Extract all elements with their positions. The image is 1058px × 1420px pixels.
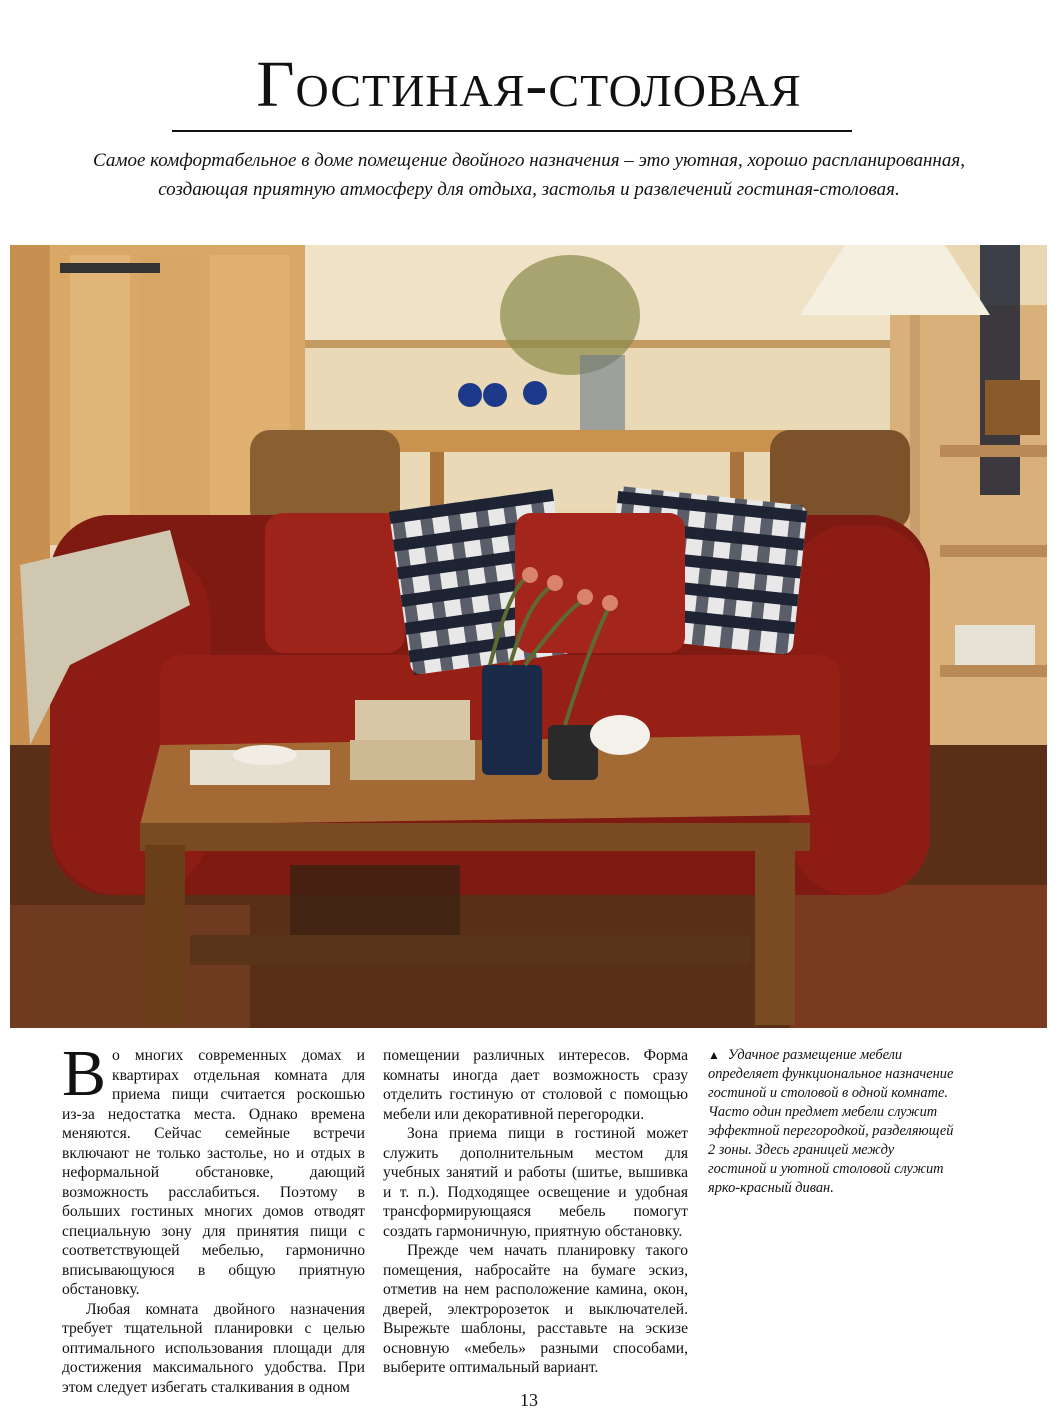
photo-caption bbox=[708, 1046, 955, 1198]
page-number: 13 bbox=[520, 1390, 538, 1410]
caption-text: Удачное размещение мебели определяет функциональное назначение гостиной и столовой в одной комнате. Часто один предмет мебели служит эффектной перегородкой, разделяющей 2 зоны. Здесь границей между гостиной и уютной столовой служит ярко-красный диван. bbox=[708, 1047, 954, 1196]
paragraph: Прежде чем начать планировку такого помещения, набросайте на бумаге эскиз, отметив на нем расположение камина, окон, дверей, электророзеток и выключателей. Вырежьте шаблоны, расставьте на эскизе основную «мебель» разными способами, выберите оптимальный вариант. bbox=[383, 1242, 688, 1376]
body-column-1 bbox=[62, 1037, 365, 1397]
drop-cap: В bbox=[62, 1037, 107, 1110]
body-column-2 bbox=[383, 1046, 688, 1378]
paragraph: Зона приема пищи в гостиной может служить дополнительным местом для учебных занятий и работы (шитье, вышивка и т. п.). Подходящее освещение и удобная трансформирующаяся мебель помогут создать гармоничную, приятную обстановку. bbox=[383, 1125, 688, 1240]
page-title: Гостиная-столовая bbox=[256, 48, 802, 121]
living-dining-room-photo bbox=[10, 245, 1047, 1028]
paragraph: Любая комната двойного назначения требует тщательной планировки с целью оптимального использования площади для достижения максимального удобства. При этом следует избегать сталкивания в одном bbox=[62, 1300, 365, 1396]
lead-paragraph: Самое комфортабельное в доме помещение двойного назначения – это уютная, хорошо распланированная, создающая приятную атмосферу для отдыха, застолья и развлечений гостиная-столовая. bbox=[93, 150, 965, 200]
triangle-up-icon: ▲ bbox=[708, 1048, 720, 1062]
paragraph: помещении различных интересов. Форма комнаты иногда дает возможность сразу отделить гостиную от столовой с помощью мебели или декоративной перегородки. bbox=[383, 1047, 688, 1123]
title-underline bbox=[172, 130, 852, 132]
paragraph: о многих современных домах и квартирах отдельная комната для приема пищи считается роскошью из-за недостатка места. Однако времена меняются. Сейчас семейные встречи включают не только застолье, но и отдых в неформальной обстановке, дающий возможность расслабиться. Поэтому в больших гостиных многих домов отводят специальную зону для принятия пищи с соответствующей мебелью, гармонично вписывающуюся в общую приятную обстановку. bbox=[62, 1047, 365, 1298]
